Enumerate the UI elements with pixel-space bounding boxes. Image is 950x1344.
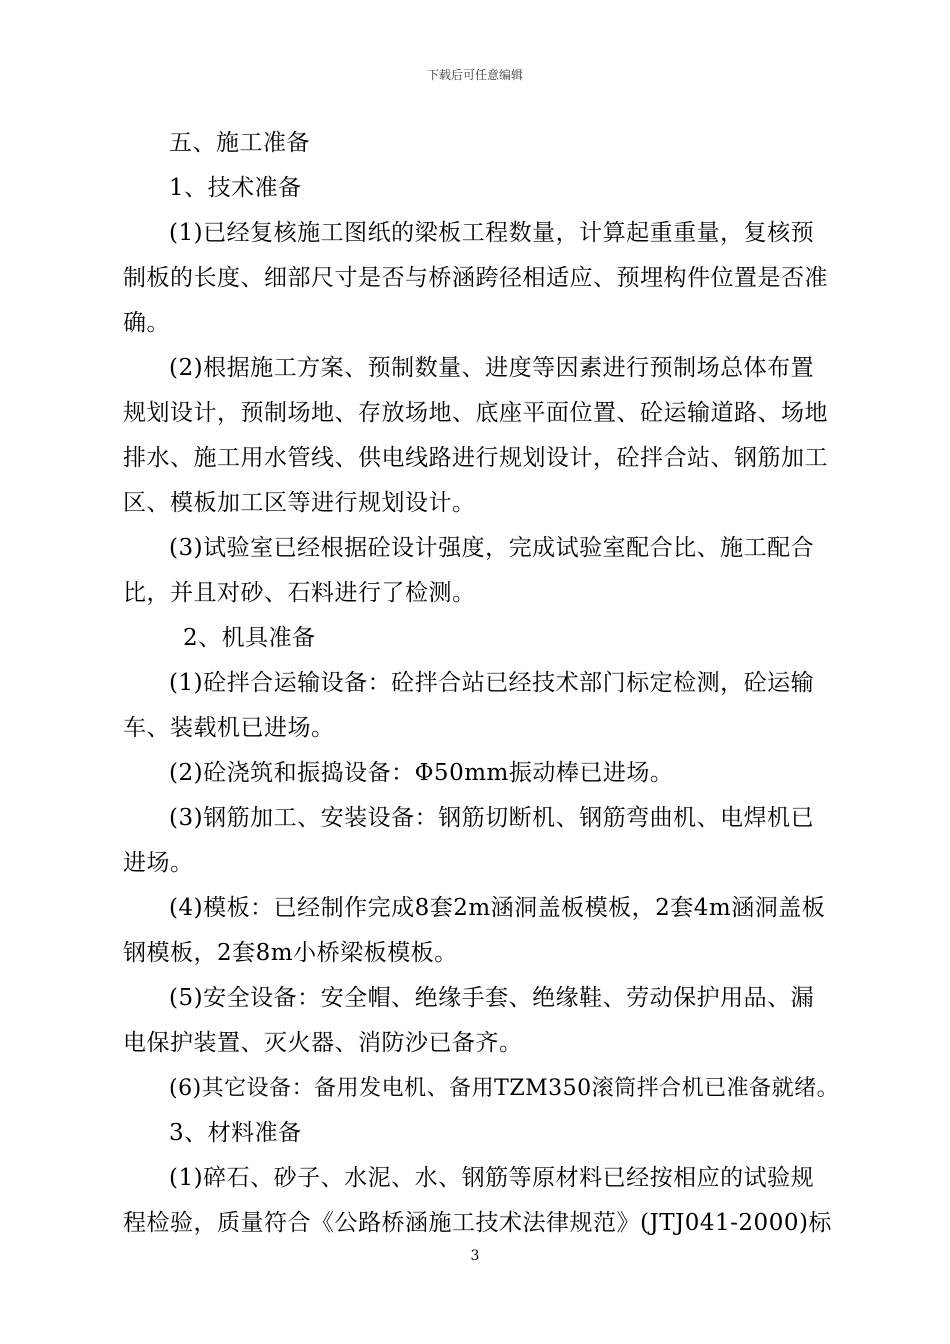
subsection-heading: 2、机具准备 <box>183 625 316 651</box>
paragraph-line: (2)砼浇筑和振捣设备：Φ50mm振动棒已进场。 <box>169 760 674 786</box>
paragraph-line: 车、装载机已进场。 <box>123 715 335 741</box>
paragraph-line: 排水、施工用水管线、供电线路进行规划设计，砼拌合站、钢筋加工 <box>123 445 828 471</box>
section-heading: 五、施工准备 <box>169 130 310 156</box>
paragraph-line: (1)已经复核施工图纸的梁板工程数量，计算起重重量，复核预 <box>169 220 815 246</box>
paragraph-line: (5)安全设备：安全帽、绝缘手套、绝缘鞋、劳动保护用品、漏 <box>169 985 815 1011</box>
paragraph-line: 程检验，质量符合《公路桥涵施工技术法律规范》(JTJ041-2000)标 <box>123 1210 832 1236</box>
subsection-heading: 1、技术准备 <box>169 175 302 201</box>
paragraph-line: (1)碎石、砂子、水泥、水、钢筋等原材料已经按相应的试验规 <box>169 1165 815 1191</box>
paragraph-line: 钢模板，2套8m小桥梁板模板。 <box>123 940 458 966</box>
paragraph-line: (4)模板：已经制作完成8套2m涵洞盖板模板，2套4m涵洞盖板 <box>169 895 826 921</box>
paragraph-line: 区、模板加工区等进行规划设计。 <box>123 490 476 516</box>
document-body <box>123 121 843 1246</box>
page-number: 3 <box>470 1248 480 1264</box>
header-note: 下载后可任意编辑 <box>426 68 523 82</box>
paragraph-line: 确。 <box>123 310 170 336</box>
paragraph-line: 进场。 <box>123 850 194 876</box>
paragraph-line: 制板的长度、细部尺寸是否与桥涵跨径相适应、预埋构件位置是否准 <box>123 265 828 291</box>
paragraph-line: 电保护装置、灭火器、消防沙已备齐。 <box>123 1030 523 1056</box>
paragraph-line: (6)其它设备：备用发电机、备用TZM350滚筒拌合机已准备就绪。 <box>169 1076 840 1101</box>
paragraph-line: 比，并且对砂、石料进行了检测。 <box>123 580 476 606</box>
paragraph-line: (1)砼拌合运输设备：砼拌合站已经技术部门标定检测，砼运输 <box>169 670 815 696</box>
paragraph-line: (3)钢筋加工、安装设备：钢筋切断机、钢筋弯曲机、电焊机已 <box>169 805 815 831</box>
paragraph-line: (2)根据施工方案、预制数量、进度等因素进行预制场总体布置 <box>169 355 815 381</box>
paragraph-line: 规划设计，预制场地、存放场地、底座平面位置、砼运输道路、场地 <box>123 400 828 426</box>
paragraph-line: (3)试验室已经根据砼设计强度，完成试验室配合比、施工配合 <box>169 535 815 561</box>
subsection-heading: 3、材料准备 <box>169 1120 302 1146</box>
